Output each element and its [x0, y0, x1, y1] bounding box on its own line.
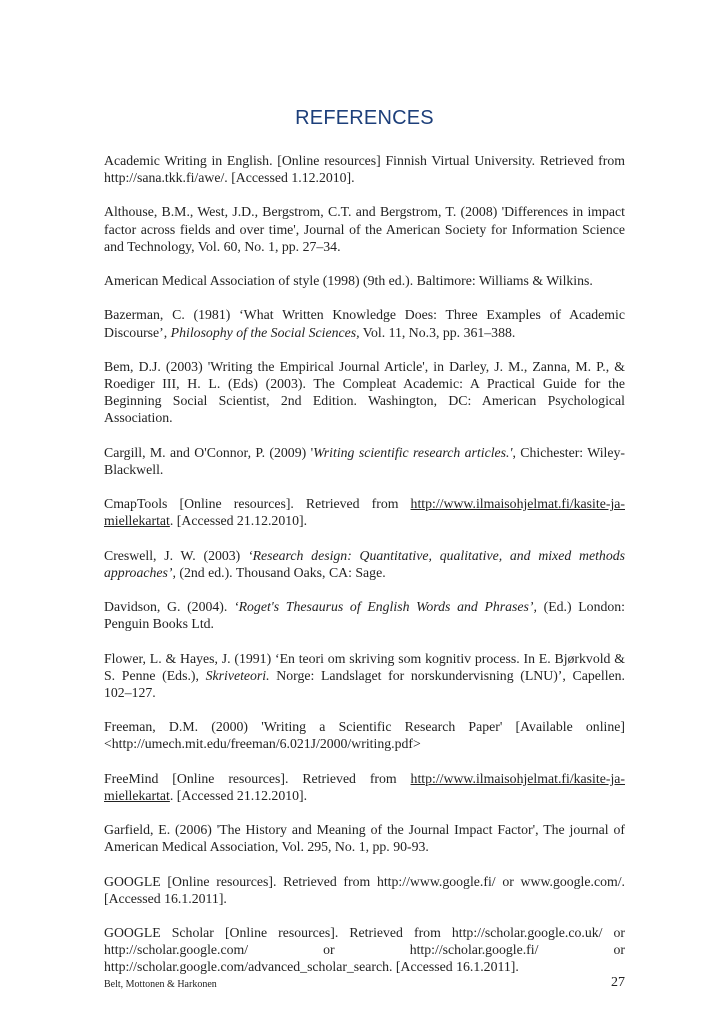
reference-text: . [Accessed 21.12.2010].: [169, 787, 308, 803]
reference-text: . [Accessed 21.12.2010].: [169, 513, 308, 529]
reference-title-italic: ‘Roget's Thesaurus of English Words and Phrases’,: [234, 599, 537, 615]
reference-text: FreeMind [Online resources]. Retrieved from: [104, 770, 411, 786]
page-number: 27: [611, 975, 625, 990]
reference-text: Flower, L. & Hayes, J. (1991) ‘En teori om skriving som kognitiv process. In E. Bjørkvold & S. Penne (Eds.),: [104, 650, 625, 683]
reference-entry: [104, 924, 625, 975]
reference-list: [104, 152, 625, 993]
reference-text: , Chichester: Wiley-Blackwell.: [104, 444, 626, 477]
reference-entry: [104, 770, 625, 804]
footer-authors: Belt, Mottonen & Harkonen: [104, 979, 217, 990]
reference-link[interactable]: http://www.ilmaisohjelmat.fi/kasite-ja-miellekartat: [104, 496, 625, 529]
reference-title-italic: ‘Research design: Quantitative, qualitative, and mixed methods approaches’,: [104, 547, 625, 580]
reference-entry: [104, 152, 625, 186]
reference-text: Althouse, B.M., West, J.D., Bergstrom, C.T. and Bergstrom, T. (2008) 'Differences in impact factor across fields and over time', Journal of the American Society for Information Science and Technology, Vol. 60, No. 1, pp. 27–34.: [104, 204, 625, 254]
reference-text: Academic Writing in English. [Online resources] Finnish Virtual University. Retrieved from http://sana.tkk.fi/awe/. [Accessed 1.12.2010].: [104, 153, 625, 186]
reference-entry: [104, 821, 625, 855]
reference-entry: [104, 272, 625, 289]
reference-link[interactable]: http://www.ilmaisohjelmat.fi/kasite-ja-miellekartat: [104, 770, 625, 803]
reference-text: Vol. 11, No.3, pp. 361–388.: [359, 324, 516, 340]
reference-text: (Ed.) London: Penguin Books Ltd.: [104, 599, 626, 632]
reference-entry: [104, 718, 625, 752]
reference-title-italic: Writing scientific research articles.': [313, 444, 513, 460]
reference-entry: [104, 650, 625, 701]
reference-text: CmapTools [Online resources]. Retrieved from: [104, 496, 411, 512]
reference-text: Bazerman, C. (1981) ‘What Written Knowledge Does: Three Examples of Academic Discourse’,: [104, 307, 625, 340]
reference-entry: [104, 495, 625, 529]
reference-title-italic: Skriveteori.: [205, 667, 270, 683]
reference-title-italic: Philosophy of the Social Sciences,: [170, 324, 360, 340]
reference-text: American Medical Association of style (1998) (9th ed.). Baltimore: Williams & Wilkins.: [104, 273, 593, 289]
reference-text: (2nd ed.). Thousand Oaks, CA: Sage.: [175, 564, 386, 580]
reference-entry: [104, 598, 625, 632]
reference-entry: [104, 444, 625, 478]
reference-text: GOOGLE Scholar [Online resources]. Retrieved from http://scholar.google.co.uk/ or http://scholar.google.com/ or http://scholar.google.fi/ or http://scholar.google.com/advanced_scholar_search. [Accessed 16.1.2011].: [104, 925, 625, 975]
reference-entry: [104, 203, 625, 254]
reference-entry: [104, 547, 625, 581]
reference-text: Davidson, G. (2004).: [104, 599, 234, 615]
reference-entry: [104, 358, 625, 426]
reference-text: Garfield, E. (2006) 'The History and Meaning of the Journal Impact Factor', The journal of American Medical Association, Vol. 295, No. 1, pp. 90-93.: [104, 822, 625, 855]
reference-text: Bem, D.J. (2003) 'Writing the Empirical Journal Article', in Darley, J. M., Zanna, M. P., & Roediger III, H. L. (Eds) (2003). The Compleat Academic: A Practical Guide for the Beginning Social Scientist, 2nd Edition. Washington, DC: American Psychological Association.: [104, 358, 625, 426]
reference-text: Freeman, D.M. (2000) 'Writing a Scientific Research Paper' [Available online] <http://umech.mit.edu/freeman/6.021J/2000/writing.pdf>: [104, 719, 625, 752]
reference-entry: [104, 306, 625, 340]
reference-text: Creswell, J. W. (2003): [104, 547, 249, 563]
reference-text: GOOGLE [Online resources]. Retrieved from http://www.google.fi/ or www.google.com/. [Accessed 16.1.2011].: [104, 873, 625, 906]
page-title: REFERENCES: [295, 107, 434, 129]
reference-entry: [104, 873, 625, 907]
reference-text: Norge: Landslaget for norskundervisning (LNU)’, Capellen. 102–127.: [104, 667, 625, 700]
reference-text: Cargill, M. and O'Connor, P. (2009) ': [104, 444, 314, 460]
